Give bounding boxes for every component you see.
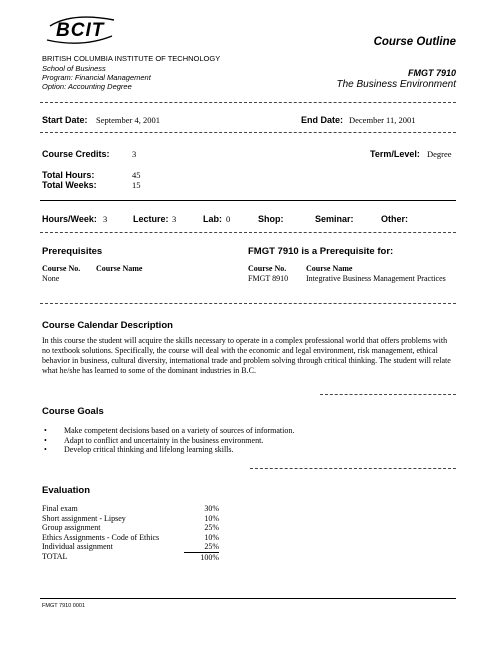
footer-divider [40, 598, 456, 599]
eval-pct: 25% [184, 542, 219, 552]
eval-pct: 10% [204, 532, 219, 542]
list-item: • Make competent decisions based on a variety of sources of information. [42, 426, 456, 436]
prereq-row-no: None [42, 274, 60, 283]
term-value: Degree [427, 149, 452, 159]
shop-label: Shop: [258, 214, 284, 224]
eval-pct: 25% [204, 523, 219, 532]
divider [250, 468, 456, 469]
eval-item: TOTAL [42, 552, 68, 562]
prereq-for-col-name: Course Name [306, 264, 353, 273]
logo-text: BCIT [56, 20, 105, 41]
evaluation-table [42, 504, 219, 562]
calendar-heading: Course Calendar Description [42, 320, 173, 331]
bcit-logo [42, 14, 120, 46]
hours-week-label: Hours/Week: [42, 214, 97, 224]
prereq-col-name: Course Name [96, 264, 143, 273]
list-item: • Adapt to conflict and uncertainty in the business environment. [42, 436, 456, 446]
eval-item: Individual assignment [42, 542, 113, 552]
prereq-for-heading: FMGT 7910 is a Prerequisite for: [248, 246, 394, 257]
end-date-label: End Date: [301, 115, 344, 125]
lab-label: Lab: [203, 214, 222, 224]
end-date-value: December 11, 2001 [349, 115, 416, 125]
institute-name: BRITISH COLUMBIA INSTITUTE OF TECHNOLOGY [42, 54, 221, 63]
divider [40, 232, 456, 233]
course-title: The Business Environment [336, 79, 456, 90]
evaluation-heading: Evaluation [42, 485, 91, 496]
table-row [42, 514, 219, 524]
prerequisites-heading: Prerequisites [42, 246, 103, 257]
eval-pct: 10% [204, 513, 219, 523]
eval-item: Final exam [42, 504, 78, 513]
eval-item: Ethics Assignments - Code of Ethics [42, 532, 160, 542]
table-row [42, 552, 219, 562]
prereq-for-col-no: Course No. [248, 264, 287, 273]
list-item: • Develop critical thinking and lifelong learning skills. [42, 445, 456, 455]
start-date-value: September 4, 2001 [96, 115, 160, 125]
table-row [42, 523, 219, 533]
goals-heading: Course Goals [42, 406, 104, 417]
divider [40, 132, 456, 133]
option-name: Option: Accounting Degree [42, 82, 132, 91]
hours-week-value: 3 [103, 214, 108, 224]
lecture-value: 3 [172, 214, 177, 224]
lecture-label: Lecture: [133, 214, 169, 224]
program-name: Program: Financial Management [42, 73, 151, 82]
start-date-label: Start Date: [42, 115, 88, 125]
table-row [42, 533, 219, 543]
footer-text: FMGT 7910 0001 [42, 603, 86, 609]
school-name: School of Business [42, 64, 106, 73]
divider [40, 200, 456, 201]
eval-pct: 30% [204, 504, 219, 513]
prereq-for-row-name: Integrative Business Management Practices [306, 274, 446, 283]
total-hours-value: 45 [132, 170, 141, 180]
divider [40, 303, 456, 304]
eval-item: Short assignment - Lipsey [42, 513, 126, 523]
table-row [42, 504, 219, 514]
calendar-text: In this course the student will acquire the skills necessary to operate in a complex professional world that offers problems with no textbook solutions. Specifically, the course will deal with the economic and legal environment, risk management, ethical behavior in business, cultural diversity, international trade and problem solving through critical thinking. The student will relate what he/she has learned to some of the dominant industries in B.C. [42, 336, 451, 375]
credits-label: Course Credits: [42, 149, 110, 159]
seminar-label: Seminar: [315, 214, 354, 224]
eval-item: Group assignment [42, 523, 101, 532]
course-code: FMGT 7910 [407, 68, 456, 78]
doc-type: Course Outline [373, 36, 456, 48]
prereq-for-row-no: FMGT 8910 [248, 274, 289, 283]
total-weeks-label: Total Weeks: [42, 180, 97, 190]
divider [40, 102, 456, 103]
total-hours-label: Total Hours: [42, 170, 95, 180]
table-row [42, 542, 219, 552]
other-label: Other: [381, 214, 408, 224]
eval-pct: 100% [200, 552, 219, 562]
divider [320, 394, 456, 395]
total-weeks-value: 15 [132, 180, 141, 190]
credits-value: 3 [132, 149, 137, 159]
goals-list [42, 426, 456, 455]
term-label: Term/Level: [370, 149, 420, 159]
lab-value: 0 [226, 214, 231, 224]
prereq-col-no: Course No. [42, 264, 81, 273]
